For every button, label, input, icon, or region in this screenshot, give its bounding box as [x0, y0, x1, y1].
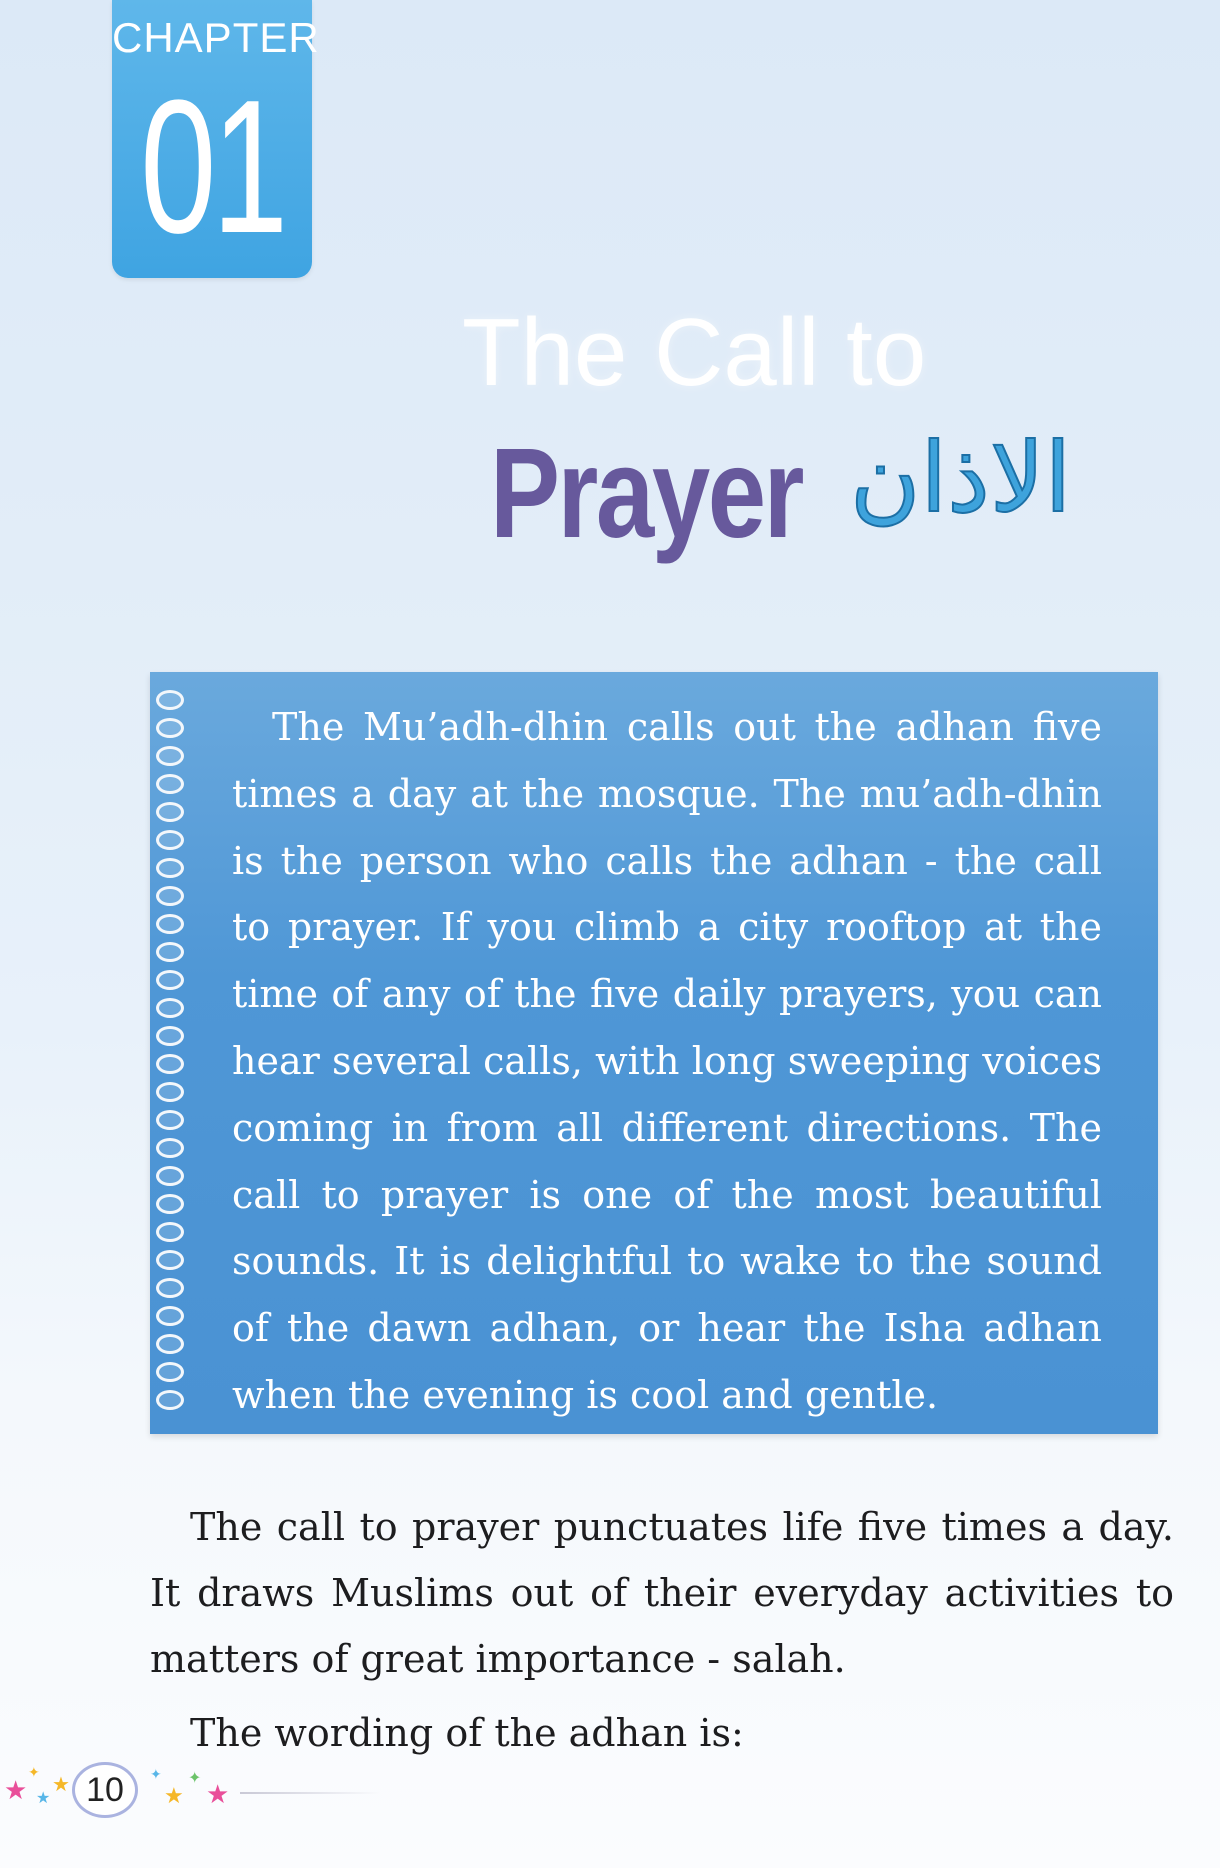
star-icon: ★ [164, 1784, 184, 1809]
spiral-ring [156, 746, 184, 766]
footer-divider [240, 1792, 380, 1794]
star-icon: ★ [36, 1788, 51, 1807]
spiral-ring [156, 998, 184, 1018]
note-box [150, 672, 1158, 1434]
spiral-ring [156, 802, 184, 822]
spiral-ring [156, 1306, 184, 1326]
spiral-ring [156, 970, 184, 990]
star-icon: ✦ [150, 1767, 162, 1783]
spiral-ring [156, 1334, 184, 1354]
spiral-ring [156, 774, 184, 794]
title-line-1: The Call to [462, 299, 927, 406]
chapter-number: 01 [140, 61, 284, 273]
spiral-ring [156, 1054, 184, 1074]
spiral-binding-icon [156, 690, 186, 1420]
spiral-ring [156, 914, 184, 934]
spiral-ring [156, 1082, 184, 1102]
spiral-ring [156, 1222, 184, 1242]
page-footer [0, 1760, 400, 1820]
spiral-ring [156, 1026, 184, 1046]
title-arabic: الاذان [850, 422, 1072, 534]
spiral-ring [156, 1278, 184, 1298]
title-prayer: Prayer [490, 422, 803, 565]
spiral-ring [156, 1166, 184, 1186]
spiral-ring [156, 1250, 184, 1270]
star-icon: ★ [206, 1780, 230, 1810]
spiral-ring [156, 1138, 184, 1158]
spiral-ring [156, 942, 184, 962]
chapter-badge [112, 0, 320, 278]
star-icon: ✦ [28, 1765, 40, 1781]
spiral-ring [156, 1362, 184, 1382]
chapter-label: CHAPTER [112, 14, 320, 61]
body-paragraph-2: The wording of the adhan is: [190, 1711, 744, 1755]
spiral-ring [156, 830, 184, 850]
body-paragraph-1: The call to prayer punctuates life five times a day. It draws Muslims out of their everyday activities to matters of great importance - salah. [150, 1505, 1174, 1681]
star-icon: ★ [52, 1772, 70, 1796]
spiral-ring [156, 718, 184, 738]
spiral-ring [156, 1390, 184, 1410]
spiral-ring [156, 1110, 184, 1130]
spiral-ring [156, 858, 184, 878]
note-text: The Mu’adh-dhin calls out the adhan five times a day at the mosque. The mu’adh-dhin is the person who calls the adhan - the call to prayer. If you climb a city rooftop at the time of any of the five daily prayers, you can hear several calls, with long sweeping voices coming in from all different directions. The call to prayer is one of the most beautiful sounds. It is delightful to wake to the sound of the dawn adhan, or hear the Isha adhan when the evening is cool and gentle. [232, 705, 1102, 1417]
page-number: 10 [72, 1762, 138, 1818]
spiral-ring [156, 690, 184, 710]
spiral-ring [156, 886, 184, 906]
star-icon: ★ [4, 1776, 28, 1806]
star-icon: ✦ [188, 1768, 202, 1787]
title-line-2 [490, 420, 1072, 565]
spiral-ring [156, 1194, 184, 1214]
